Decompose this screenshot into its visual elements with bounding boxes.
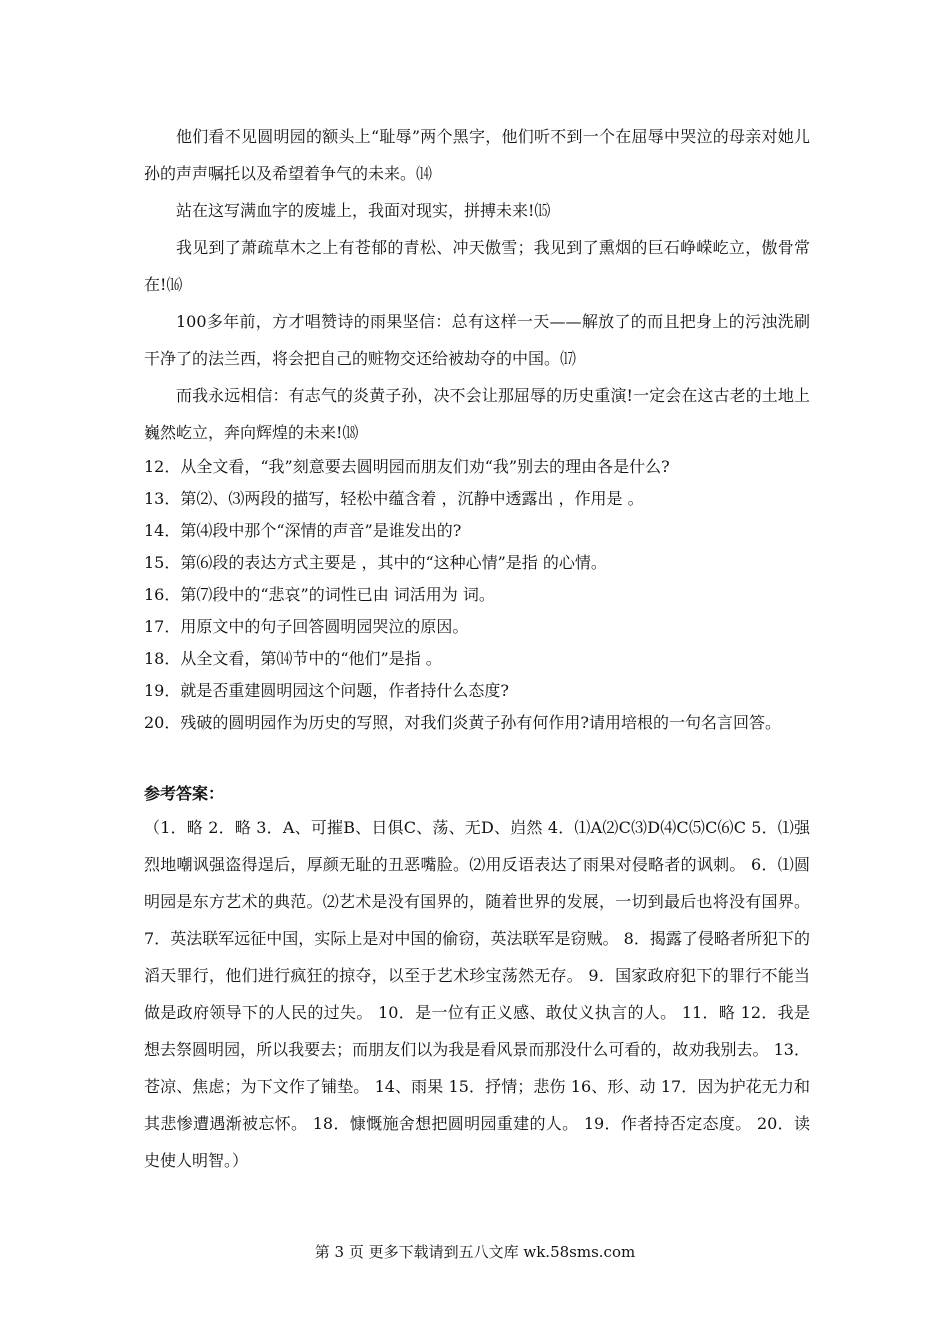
- question-17: 17．用原文中的句子回答圆明园哭泣的原因。: [144, 617, 469, 636]
- question-15: 15．第⑹段的表达方式主要是 ，其中的“这种心情”是指 的心情。: [144, 553, 607, 572]
- page-footer: 第 3 页 更多下载请到五八文库 wk.58sms.com: [314, 1243, 636, 1261]
- answers-text: （1．略 2．略 3．A、可摧B、日俱C、荡、无D、岿然 4．⑴A⑵C⑶D⑷C⑸C⑹C 5．⑴强烈地嘲讽强盗得逞后，厚颜无耻的丑恶嘴脸。⑵用反语表达了雨果对侵略者的讽刺。 6．⑴圆明园是东方艺术的典范。⑵艺术是没有国界的，随着世界的发展，一切到最后也将没有国界。 7．英法联军远征中国，实际上是对中国的偷窃，英法联军是窃贼。 8．揭露了侵略者所犯下的滔天罪行，他们进行疯狂的掠夺，以至于艺术珍宝荡然无存。 9．国家政府犯下的罪行不能当做是政府领导下的人民的过失。 10．是一位有正义感、敢仗义执言的人。 11．略 12．我是想去祭圆明园，所以我要去；而朋友们以为我是看风景而那没什么可看的，故劝我别去。 13．苍凉、焦虑；为下文作了铺垫。 14、雨果 15．抒情；悲伤 16、形、动 17．因为护花无力和其悲惨遭遇渐被忘怀。 18．慷慨施舍想把圆明园重建的人。 19．作者持否定态度。 20．读史使人明智。）: [144, 818, 810, 1170]
- paragraph-16: 我见到了萧疏草木之上有苍郁的青松、冲天傲雪；我见到了熏烟的巨石峥嵘屹立，傲骨常在!⒃: [144, 238, 810, 294]
- question-19: 19．就是否重建圆明园这个问题，作者持什么态度?: [144, 681, 509, 700]
- question-12: 12．从全文看，“我”刻意要去圆明园而朋友们劝“我”别去的理由各是什么?: [144, 457, 670, 476]
- paragraph-14: 他们看不见圆明园的额头上“耻辱”两个黑字，他们听不到一个在屈辱中哭泣的母亲对她儿孙的声声嘱托以及希望着争气的未来。⒁: [144, 127, 810, 183]
- question-list: [144, 451, 810, 739]
- question-18: 18．从全文看，第⒁节中的“他们”是指 。: [144, 649, 442, 668]
- question-20: 20．残破的圆明园作为历史的写照，对我们炎黄子孙有何作用?请用培根的一句名言回答。: [144, 713, 781, 732]
- paragraph-17: 100多年前，方才唱赞诗的雨果坚信：总有这样一天——解放了的而且把身上的污浊洗刷干净了的法兰西，将会把自己的赃物交还给被劫夺的中国。⒄: [144, 312, 810, 368]
- question-14: 14．第⑷段中那个“深情的声音”是谁发出的?: [144, 521, 462, 540]
- answers-heading: 参考答案：: [144, 784, 225, 803]
- document-body: [144, 118, 810, 1179]
- question-16: 16．第⑺段中的“悲哀”的词性已由 词活用为 词。: [144, 585, 495, 604]
- paragraph-18: 而我永远相信：有志气的炎黄子孙，决不会让那屈辱的历史重演!一定会在这古老的土地上巍然屹立，奔向辉煌的未来!⒅: [144, 386, 810, 442]
- question-13: 13．第⑵、⑶两段的描写，轻松中蕴含着 ，沉静中透露出 ，作用是 。: [144, 489, 644, 508]
- paragraph-15: 站在这写满血字的废墟上，我面对现实，拼搏未来!⒂: [176, 201, 551, 220]
